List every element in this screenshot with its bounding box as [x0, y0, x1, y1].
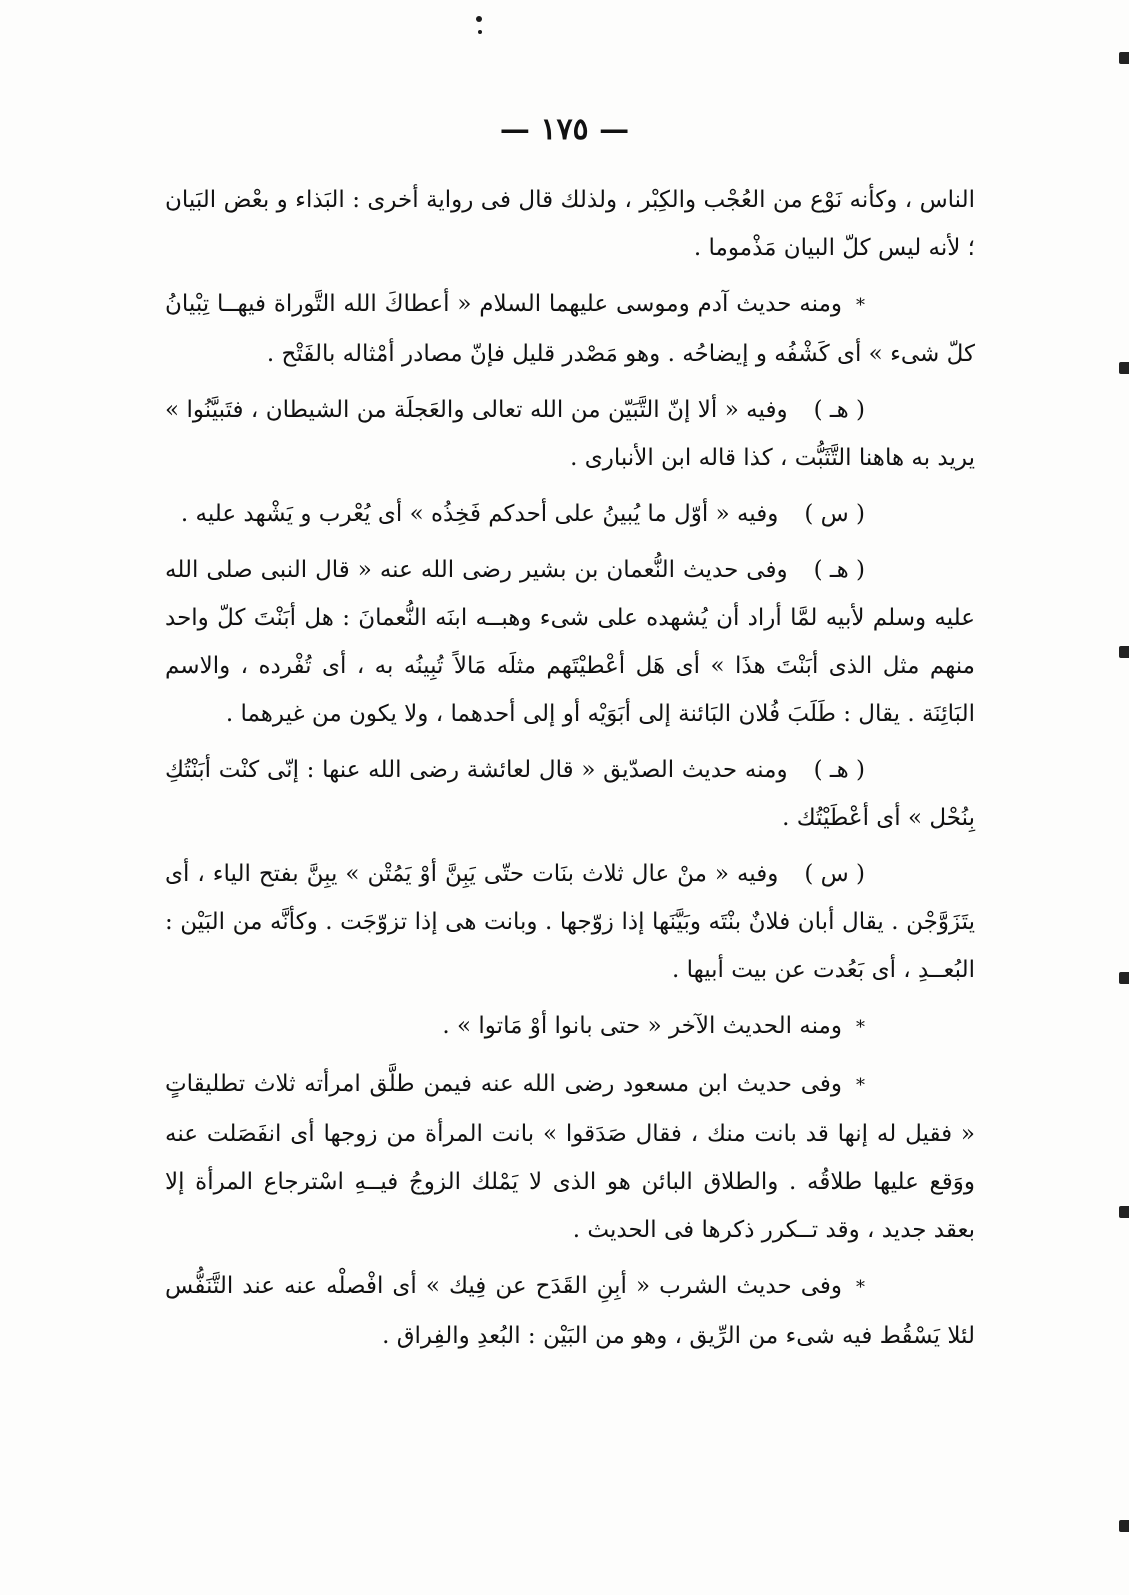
page-number: — ١٧٥ — — [499, 112, 630, 147]
paragraph — [165, 280, 975, 378]
star-marker: * — [856, 1017, 865, 1038]
paragraph-text: وفى حديث الشرب « أبِنِ القَدَح عن فِيك » أى افْصلْه عنه عند التَّنَفُّس لئلا يَسْقُط فيه شىء من الرِّيق ، وهو من البَيْن : البُعدِ والفِراق . — [165, 1273, 975, 1349]
paragraph — [165, 176, 975, 272]
binding-mark — [1119, 1520, 1129, 1532]
binding-mark — [1119, 646, 1129, 658]
source-marker: ( هـ ) — [813, 557, 865, 583]
star-marker: * — [856, 1277, 865, 1298]
star-marker: * — [856, 1075, 865, 1096]
body-text — [165, 176, 975, 1368]
paragraph — [165, 386, 975, 482]
paragraph — [165, 1060, 975, 1254]
paragraph-text: وفيه « أوّل ما يُبينُ على أحدكم فَخِذُه » أى يُعْرب و يَشْهد عليه . — [180, 501, 779, 527]
binding-mark — [1119, 362, 1129, 374]
source-marker: ( س ) — [804, 861, 865, 887]
paragraph — [165, 546, 975, 738]
binding-mark — [1119, 972, 1129, 984]
paragraph — [165, 850, 975, 994]
paragraph-text: وفى حديث ابن مسعود رضى الله عنه فيمن طلَّق امرأته ثلاث تطليقاتٍ « فقيل له إنها قد بانت منك ، فقال صَدَقوا » بانت المرأة من زوجها أى انفَصَلت عنه ووَقع عليها طلاقُه . والطلاق البائن هو الذى لا يَمْلك الزوجُ فيــهِ اسْترجاع المرأة إلا بعقد جديد ، وقد تــكرر ذكرها فى الحديث . — [165, 1071, 975, 1243]
paragraph-text: ومنه حديث آدم وموسى عليهما السلام « أعطاكَ الله التَّوراة فيهــا تِبْيانُ كلّ شىء » أى كَشْفُه و إيضاحُه . وهو مَصْدر قليل فإنّ مصادر أمْثاله بالفَتْح . — [165, 291, 975, 367]
ink-speck — [478, 30, 482, 34]
binding-mark — [1119, 52, 1129, 64]
binding-mark — [1119, 1206, 1129, 1218]
paragraph-text: وفيه « منْ عال ثلاث بنَات حتّى يَبِنَّ أوْ يَمُتْن » يبِنَّ بفتح الياء ، أى يتَزَوَّجْن . يقال أبان فلانٌ بنْتَه وبَيَّنَها إذا زوّجها . وبانت هى إذا تزوّجَت . وكأنَّه من البَيْن : البُعــدِ ، أى بَعُدت عن بيت أبيها . — [165, 861, 975, 983]
paragraph-text: الناس ، وكأنه نَوْع من العُجْب والكِبْر ، ولذلك قال فى رواية أخرى : البَذاء و بعْض البَيان ؛ لأنه ليس كلّ البيان مَذْموما . — [165, 187, 975, 261]
paragraph — [165, 1002, 975, 1052]
paragraph — [165, 746, 975, 842]
paragraph-text: ومنه حديث الصدّيق « قال لعائشة رضى الله عنها : إنّى كنْت أبَنْتُكِ بِنُحْل » أى أعْطَيْتُك . — [165, 757, 975, 831]
star-marker: * — [856, 295, 865, 316]
source-marker: ( س ) — [804, 501, 865, 527]
source-marker: ( هـ ) — [813, 757, 865, 783]
source-marker: ( هـ ) — [813, 397, 865, 423]
paragraph — [165, 490, 975, 538]
paragraph-text: ومنه الحديث الآخر « حتى بانوا أوْ مَاتوا » . — [442, 1013, 842, 1039]
paragraph-text: وفى حديث النُّعمان بن بشير رضى الله عنه « قال النبى صلى الله عليه وسلم لأبيه لمَّا أراد أن يُشهده على شىء وهبــه ابنَه النُّعمانَ : هل أبَنْتَ كلّ واحد منهم مثل الذى أبَنْتَ هذَا » أى هَل أعْطيْتَهم مثلَه مَالاً تُبِينُه به ، أى تُفْرده ، والاسم البَائِنَة . يقال : طَلَبَ فُلان البَائنة إلى أبَوَيْه أو إلى أحدهما ، ولا يكون من غيرهما . — [165, 557, 975, 727]
ink-speck — [476, 16, 482, 22]
paragraph — [165, 1262, 975, 1360]
paragraph-text: وفيه « ألا إنّ التَّبَيّن من الله تعالى والعَجلَة من الشيطان ، فتَبيَّنُوا » يريد به هاهنا التَّثَبُّت ، كذا قاله ابن الأنبارى . — [165, 397, 975, 471]
